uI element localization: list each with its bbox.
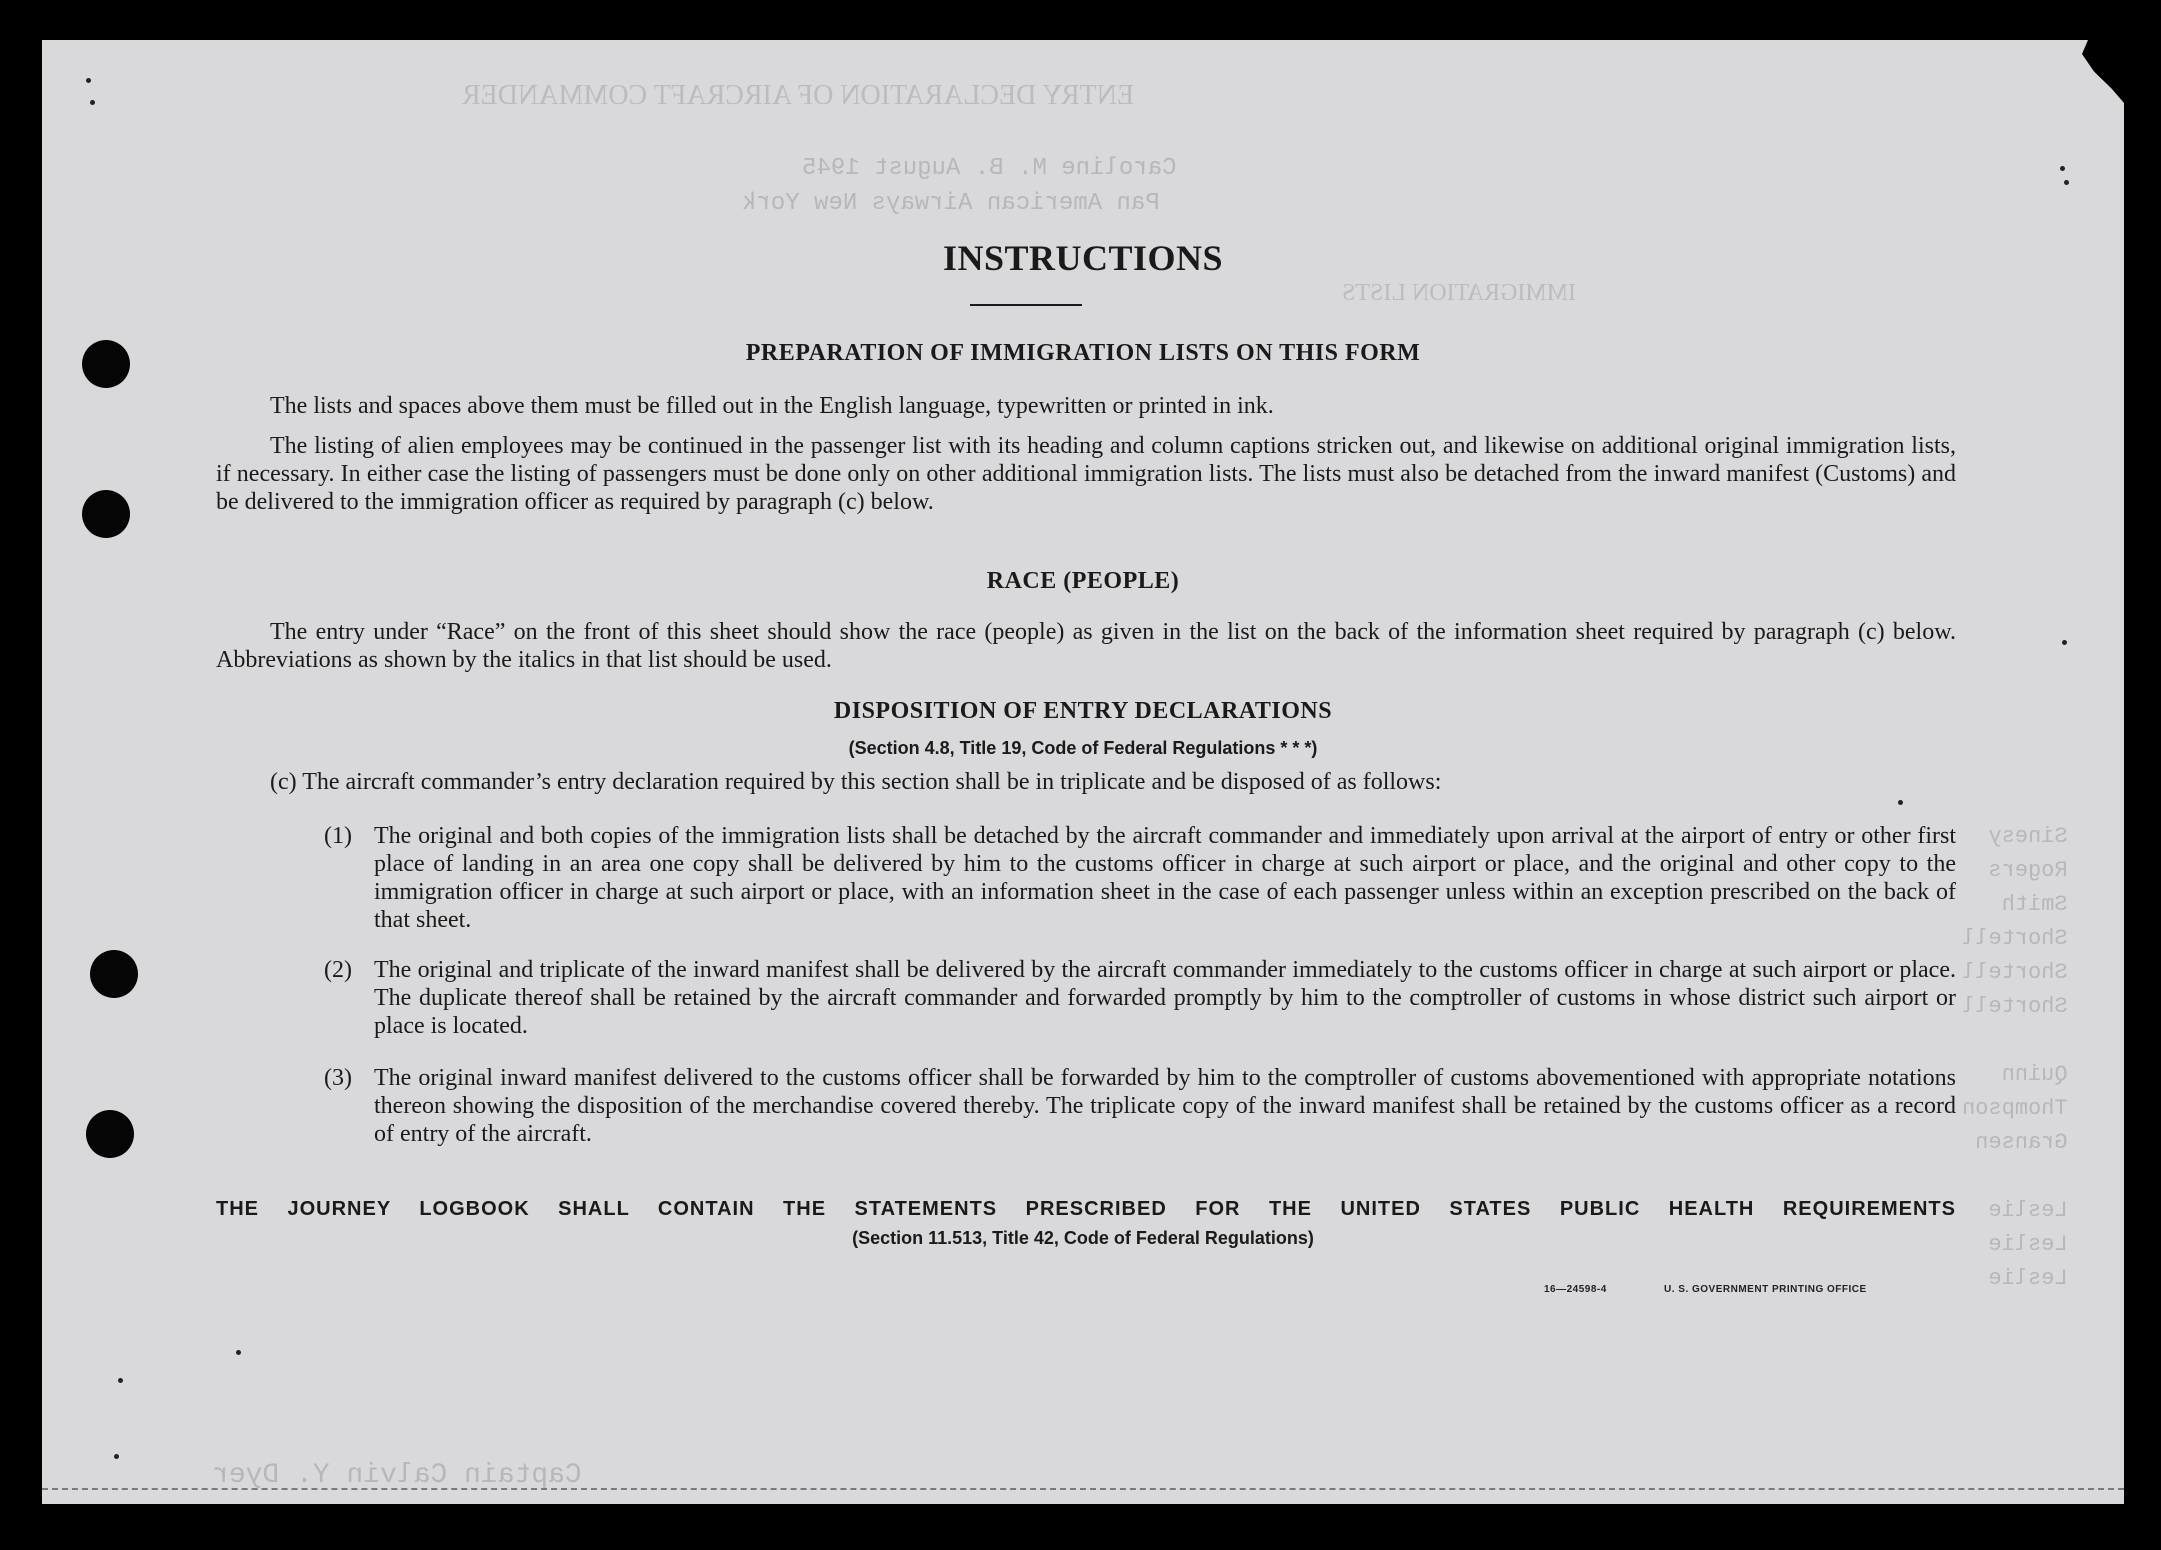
public-health-statement: THE JOURNEY LOGBOOK SHALL CONTAIN THE STATEMENTS PRESCRIBED FOR THE UNITED STATES PUBLIC HEALTH REQUIREMENTS (216, 1198, 1956, 1220)
bleed-through-names: Sinesy Rogers Smith Shortell Shortell Shortell Quinn Thompson Gransen Leslie Leslie Leslie (1962, 824, 2068, 1291)
public-health-citation: (Section 11.513, Title 42, Code of Federal Regulations) (852, 1228, 1314, 1248)
bleed-through-signature: Captain Calvin Y. Dyer (212, 1460, 582, 1491)
disposition-item: The original inward manifest delivered to the customs officer shall be forwarded by him to the comptroller of customs abovementioned with appropriate notations thereon showing the disposition of the merchandise covered thereby. The triplicate copy of the inward manifest shall be retained by the customs officer as a record of entry of the aircraft. (374, 1065, 1956, 1147)
section-citation: (Section 4.8, Title 19, Code of Federal Regulations * * *) (848, 738, 1318, 758)
paragraph-text: The entry under “Race” on the front of this sheet should show the race (people) as given in the list on the back of the information sheet required by paragraph (c) below. Abbreviations as shown by the italics in that list should be used. (216, 619, 1956, 673)
section-paragraph (216, 392, 1956, 420)
section-heading-preparation: PREPARATION OF IMMIGRATION LISTS ON THIS FORM (745, 340, 1421, 366)
disposition-item: The original and triplicate of the inward manifest shall be delivered by the aircraft commander immediately to the customs officer in charge at such airport or place. The duplicate thereof shall be retained by the aircraft commander and forwarded promptly by him to the comptroller of customs in whose district such airport or place is located. (374, 957, 1956, 1039)
bleed-through-typed: Caroline M. B. August 1945 (802, 155, 1177, 182)
item-number: (1) (324, 823, 352, 849)
paragraph-text: The lists and spaces above them must be filled out in the English language, typewritten or printed in ink. (270, 393, 1274, 419)
bleed-through-typed: Pan American Airways New York (742, 190, 1160, 217)
bleed-through-header: ENTRY DECLARATION OF AIRCRAFT COMMANDER (462, 80, 1135, 111)
paragraph-text: The listing of alien employees may be continued in the passenger list with its heading and column captions stricken out, and likewise on additional original immigration lists, if necessary. In either case the listing of passengers must be done only on other additional immigration lists. The lists must also be detached from the inward manifest (Customs) and be delivered to the immigration officer as required by paragraph (c) below. (216, 433, 1956, 515)
item-number: (3) (324, 1065, 352, 1091)
section-paragraph (216, 618, 1956, 674)
disposition-item: The original and both copies of the immigration lists shall be detached by the aircraft commander and immediately upon arrival at the airport of entry or other first place of landing in an area one copy shall be delivered by him to the customs officer in charge at such airport or place, and the original and other copy to the immigration officer in charge at such airport or place, with an information sheet in the case of each passenger unless within an exception prescribed on the back of that sheet. (374, 823, 1956, 933)
section-heading-disposition: DISPOSITION OF ENTRY DECLARATIONS (833, 698, 1333, 724)
printer-imprint: U. S. GOVERNMENT PRINTING OFFICE (1664, 1284, 1867, 1295)
bleed-through-list: IMMIGRATION LISTS (1342, 280, 1576, 306)
section-paragraph (216, 432, 1956, 516)
item-number: (2) (324, 957, 352, 983)
title-underline (970, 304, 1082, 306)
form-print-code: 16—24598-4 (1544, 1284, 1607, 1295)
disposition-intro: (c) The aircraft commander’s entry declaration required by this section shall be in triplicate and be disposed of as follows: (270, 769, 1442, 795)
page-title: INSTRUCTIONS (942, 238, 1224, 278)
document-sheet (42, 40, 2124, 1504)
section-heading-race: RACE (PEOPLE) (986, 568, 1180, 594)
instructions-content (42, 40, 2124, 1504)
